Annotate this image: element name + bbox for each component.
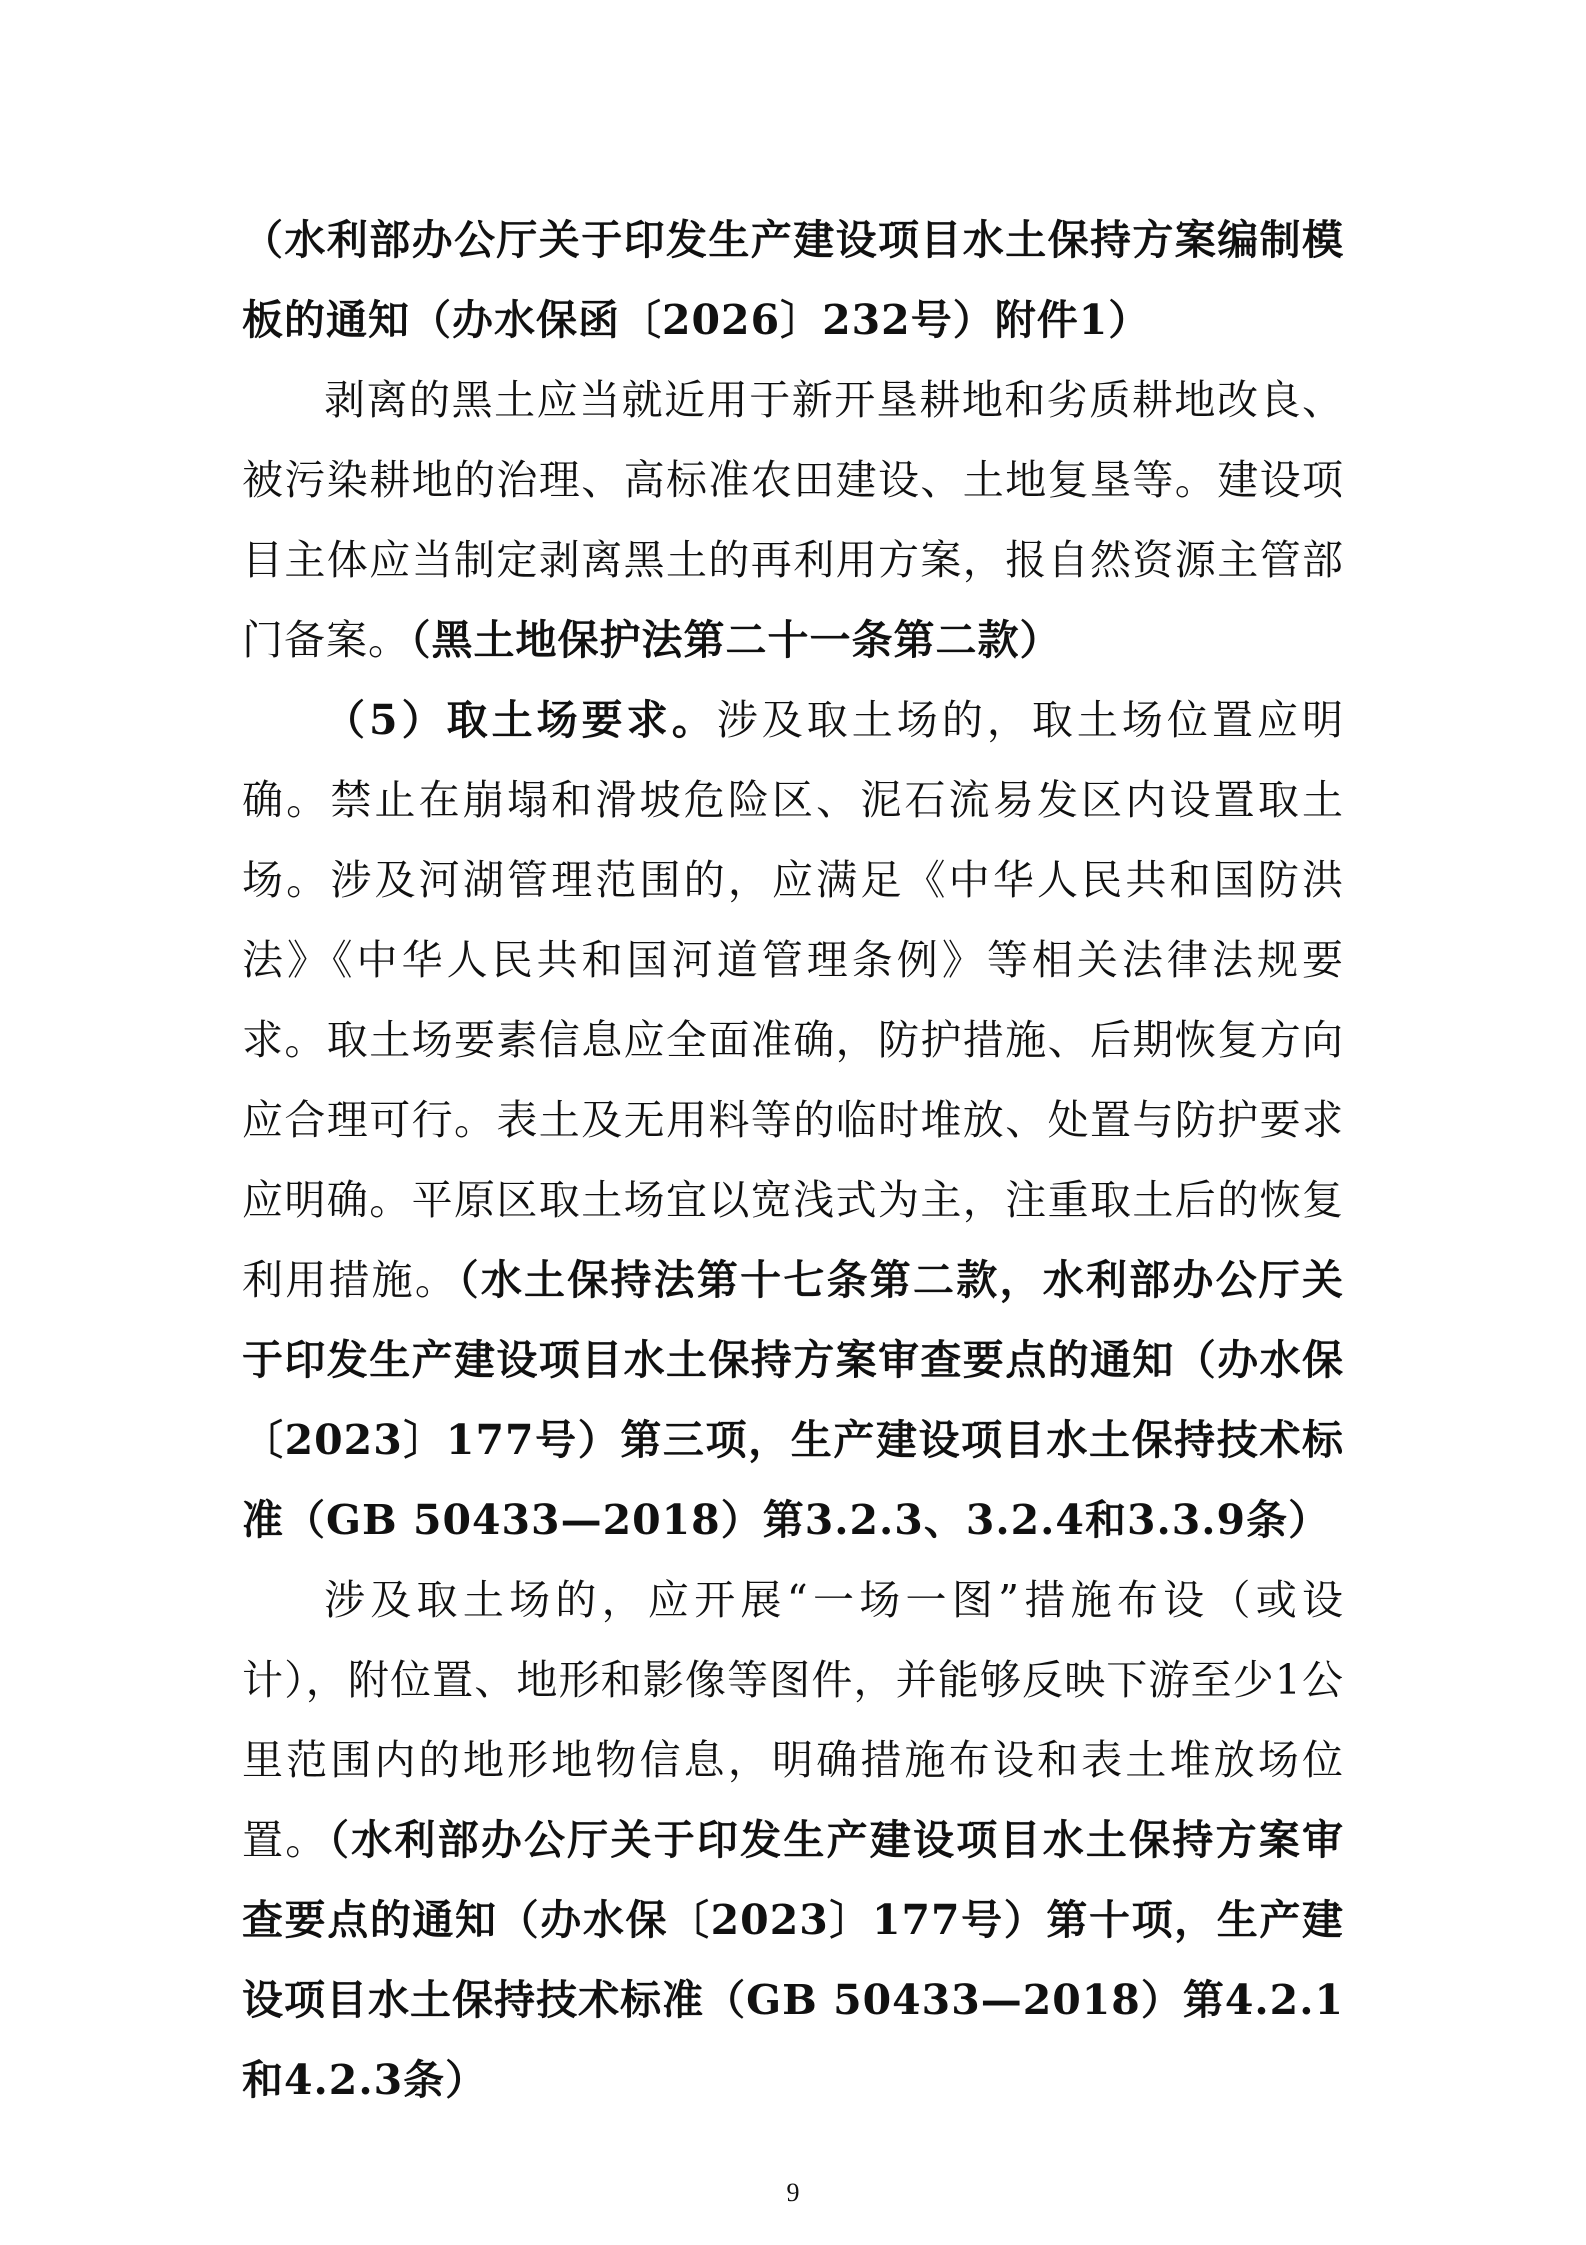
paragraph-one-site-one-map <box>242 1560 1344 2120</box>
body-text: 剥离的黑土应当就近用于新开垦耕地和劣质耕地改良、被污染耕地的治理、高标准农田建设、土地复垦等。建设项目主体应当制定剥离黑土的再利用方案，报自然资源主管部门备案。 <box>242 376 1344 664</box>
citation-text: （黑土地保护法第二十一条第二款） <box>410 616 1062 664</box>
body-text: 涉及取土场的，应开展“一场一图”措施布设（或设计），附位置、地形和影像等图件，并能够反映下游至少1公里范围内的地形地物信息，明确措施布设和表土堆放场位置。 <box>242 1576 1344 1864</box>
citation-text: （水利部办公厅关于印发生产建设项目水土保持方案编制模板的通知（办水保函〔2026〕232号）附件1） <box>242 216 1344 344</box>
paragraph-black-soil <box>242 360 1344 680</box>
citation-text: （水利部办公厅关于印发生产建设项目水土保持方案审查要点的通知（办水保〔2023〕177号）第十项，生产建设项目水土保持技术标准（GB 50433—2018）第4.2.1和4.2.3条） <box>242 1816 1345 2104</box>
section-heading: （5）取土场要求。 <box>324 696 717 744</box>
citation-text: （水土保持法第十七条第二款，水利部办公厅关于印发生产建设项目水土保持方案审查要点的通知（办水保〔2023〕177号）第三项，生产建设项目水土保持技术标准（GB 50433—2018）第3.2.3、3.2.4和3.3.9条） <box>242 1256 1345 1544</box>
body-text: 涉及取土场的，取土场位置应明确。禁止在崩塌和滑坡危险区、泥石流易发区内设置取土场。涉及河湖管理范围的，应满足《中华人民共和国防洪法》《中华人民共和国河道管理条例》等相关法律法规要求。取土场要素信息应全面准确，防护措施、后期恢复方向应合理可行。表土及无用料等的临时堆放、处置与防护要求应明确。平原区取土场宜以宽浅式为主，注重取土后的恢复利用措施。 <box>242 696 1344 1304</box>
page-number: 9 <box>786 2178 800 2207</box>
document-body <box>242 200 1344 2120</box>
paragraph-borrow-pit-requirements <box>242 680 1344 1560</box>
paragraph-citation-template <box>242 200 1344 360</box>
